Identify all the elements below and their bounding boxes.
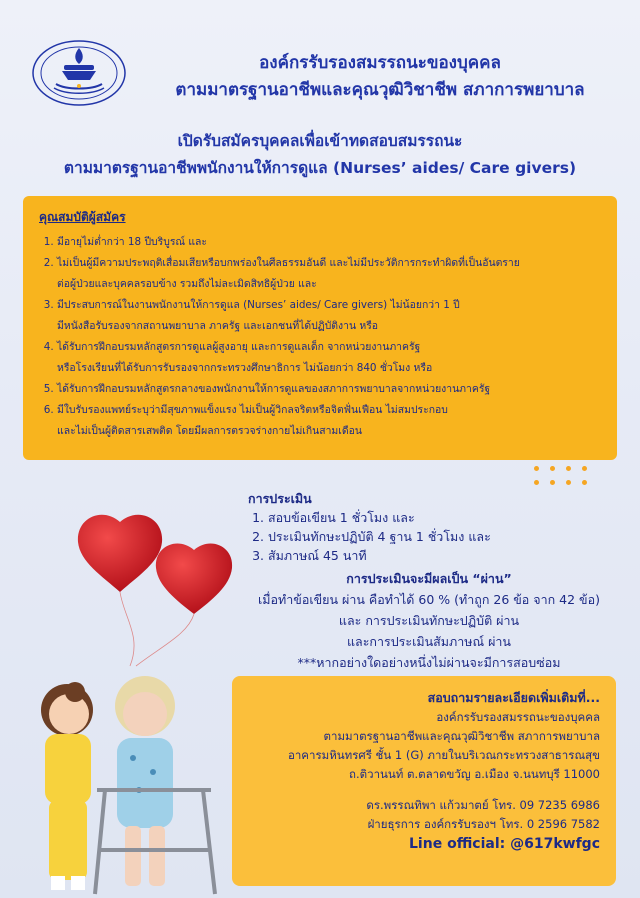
contact-box	[232, 676, 616, 886]
decorative-dots	[534, 462, 590, 488]
evaluation-section	[248, 490, 491, 565]
evaluation-item: 2. ประเมินทักษะปฏิบัติ 4 ฐาน 1 ชั่วโมง และ	[268, 527, 491, 546]
qualification-item: 5. ได้รับการฝึกอบรมหลักสูตรกลางของพนักงานให้การดูแลของสภาการพยาบาลจากหน่วยงานภาครัฐ	[57, 379, 629, 400]
qualification-item: 4. ได้รับการฝึกอบรมหลักสูตรการดูแลผู้สูงอายุ และการดูแลเด็ก จากหน่วยงานภาครัฐ หรือโรงเรียนที่ได้รับการรับรองจากกระทรวงศึกษาธิการ ไม่น้อยกว่า 840 ชั่วโมง หรือ	[57, 337, 629, 379]
contact-line-1: องค์กรรับรองสมรรถนะของบุคคล	[436, 710, 600, 724]
contact-address	[288, 708, 600, 784]
headline-line-2: ตามมาตรฐานอาชีพพนักงานให้การดูแล (Nurses’ aides/ Care givers)	[63, 159, 577, 177]
evaluation-item: 3. สัมภาษณ์ 45 นาที	[268, 546, 491, 565]
contact-line-2: ตามมาตรฐานอาชีพและคุณวุฒิวิชาชีพ สภาการพยาบาล	[323, 729, 600, 743]
council-seal-icon	[30, 38, 128, 108]
heart-balloons-icon	[72, 508, 252, 668]
evaluation-title: การประเมิน	[248, 491, 312, 506]
org-line-1: องค์กรรับรองสมรรถนะของบุคคล	[259, 53, 501, 73]
qualification-item: 3. มีประสบการณ์ในงานพนักงานให้การดูแล (Nurses’ aides/ Care givers) ไม่น้อยกว่า 1 ปี มีหนังสือรับรองจากสถานพยาบาล ภาครัฐ และเอกชนที่ได้ปฏิบัติงาน หรือ	[57, 295, 629, 337]
pass-line-1: เมื่อทำข้อเขียน ผ่าน คือทำได้ 60 % (ทำถูก 26 ข้อ จาก 42 ข้อ)	[258, 592, 600, 607]
contact-line-3: อาคารมหินทรศรี ชั้น 1 (G) ภายในบริเวณกระทรวงสาธารณสุข	[287, 748, 600, 762]
contact-person-2: ฝ่ายธุรการ องค์กรรับรองฯ โทร. 0 2596 7582	[367, 817, 600, 831]
qualifications-title: คุณสมบัติผู้สมัคร	[39, 210, 126, 224]
qualifications-box	[23, 196, 617, 460]
contact-person-1: ดร.พรรณทิพา แก้วมาตย์ โทร. 09 7235 6986	[366, 798, 600, 812]
qualification-item: 1. มีอายุไม่ต่ำกว่า 18 ปีบริบูรณ์ และ	[57, 232, 629, 253]
headline-line-1: เปิดรับสมัครบุคคลเพื่อเข้าทดสอบสมรรถนะ	[177, 132, 463, 150]
recruitment-headline	[20, 128, 620, 182]
pass-line-2: และ การประเมินทักษะปฏิบัติ ผ่าน	[338, 613, 520, 628]
contact-phones	[366, 796, 600, 834]
pass-criteria	[230, 568, 628, 673]
qualification-item: 6. มีใบรับรองแพทย์ระบุว่ามีสุขภาพแข็งแรง ไม่เป็นผู้วิกลจริตหรือจิตฟั่นเฟือน ไม่สมประกอบ และไม่เป็นผู้ติดสารเสพติด โดยมีผลการตรวจร่างกายไม่เกินสามเดือน	[57, 400, 629, 442]
contact-line-4: ถ.ติวานนท์ ต.ตลาดขวัญ อ.เมือง จ.นนทบุรี 11000	[349, 767, 600, 781]
org-line-2: ตามมาตรฐานอาชีพและคุณวุฒิวิชาชีพ สภาการพยาบาล	[175, 80, 585, 100]
evaluation-item: 1. สอบข้อเขียน 1 ชั่วโมง และ	[268, 508, 491, 527]
line-official-id: Line official: @617kwfgc	[409, 836, 600, 852]
pass-note: ***หากอย่างใดอย่างหนึ่งไม่ผ่านจะมีการสอบซ่อม	[297, 655, 561, 670]
organization-title	[140, 50, 620, 104]
qualifications-list	[35, 232, 629, 442]
caregiver-illustration-icon	[15, 650, 225, 898]
evaluation-list	[248, 508, 491, 565]
contact-title: สอบถามรายละเอียดเพิ่มเติมที่...	[427, 690, 600, 705]
pass-title: การประเมินจะมีผลเป็น “ผ่าน”	[346, 571, 512, 586]
pass-line-3: และการประเมินสัมภาษณ์ ผ่าน	[347, 634, 511, 649]
qualification-item: 2. ไม่เป็นผู้มีความประพฤติเสื่อมเสียหรือบกพร่องในศีลธรรมอันดี และไม่มีประวัติการกระทำผิดที่เป็นอันตราย ต่อผู้ป่วยและบุคคลรอบข้าง รวมถึงไม่ละเมิดสิทธิผู้ป่วย และ	[57, 253, 629, 295]
